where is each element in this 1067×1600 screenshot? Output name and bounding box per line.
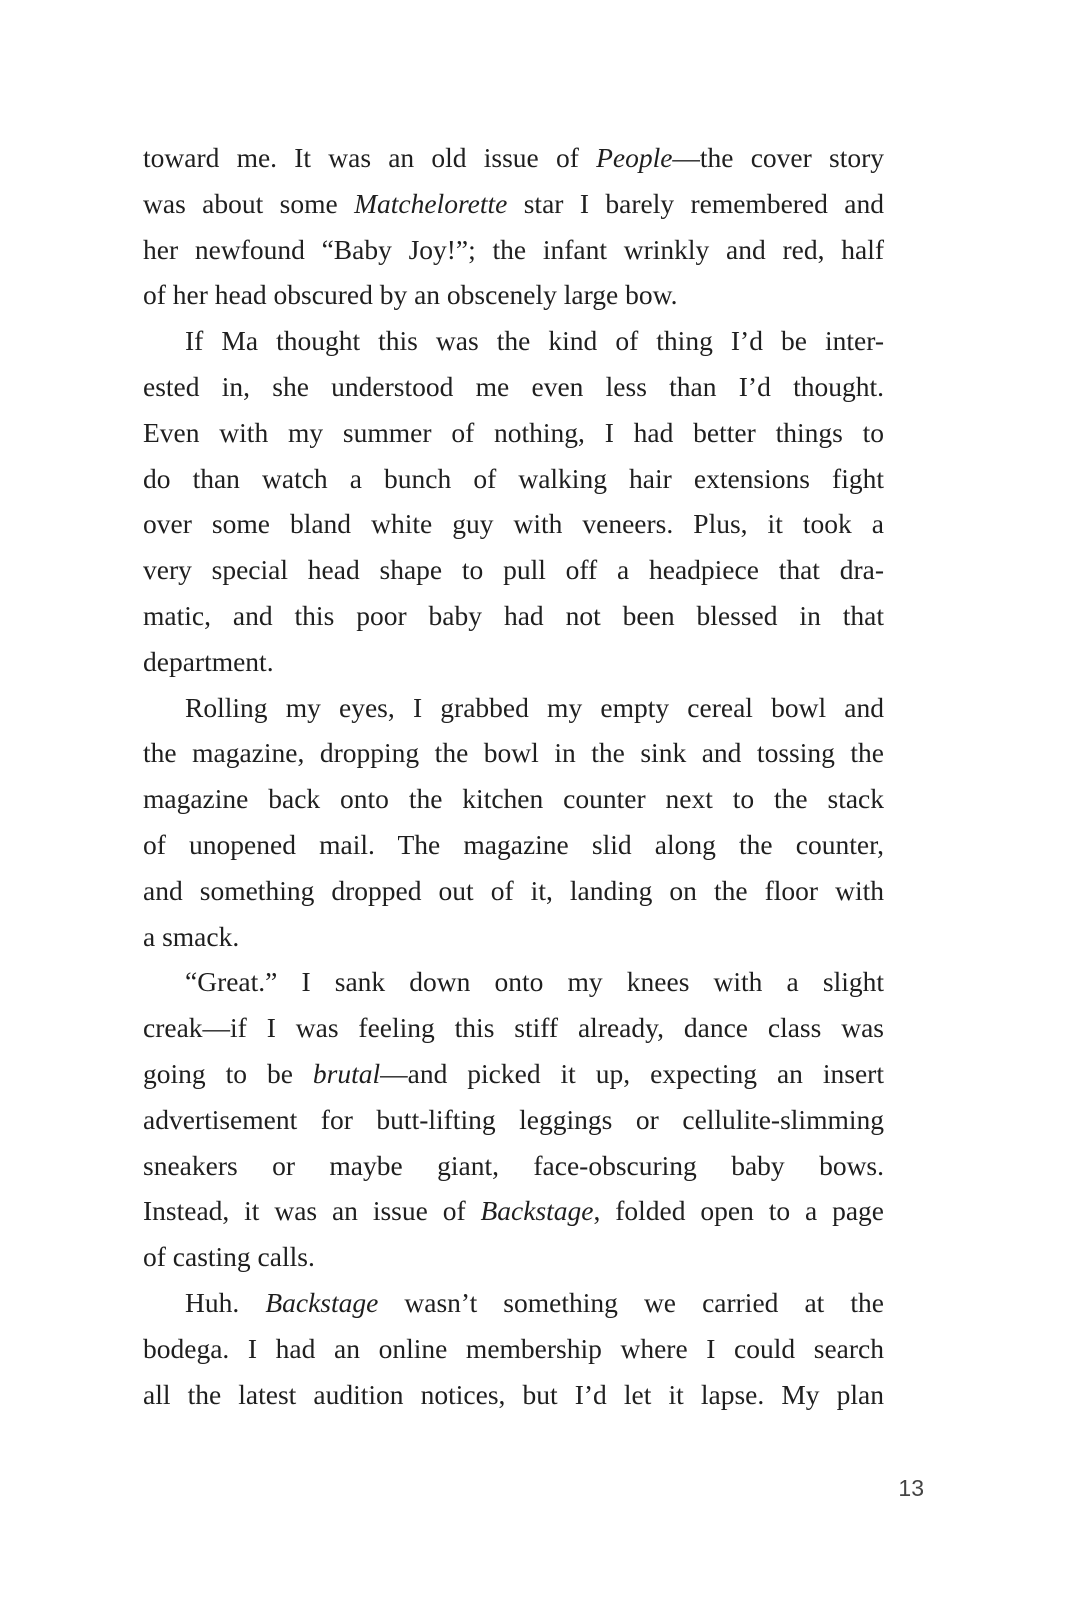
text-line: and something dropped out of it, landing on the floor with [143, 874, 884, 906]
text-line: magazine back onto the kitchen counter next to the stack [143, 783, 884, 815]
text-line: Rolling my eyes, I grabbed my empty cereal bowl and [185, 691, 884, 723]
text-line: Even with my summer of nothing, I had better things to [143, 416, 884, 448]
text-line: her newfound “Baby Joy!”; the infant wrinkly and red, half [143, 233, 884, 265]
text-line: Instead, it was an issue of Backstage, folded open to a page [143, 1195, 884, 1227]
text-line: going to be brutal—and picked it up, expecting an insert [143, 1057, 884, 1089]
text-line: the magazine, dropping the bowl in the sink and tossing the [143, 737, 884, 769]
text-line: ested in, she understood me even less than I’d thought. [143, 370, 884, 402]
text-line: of her head obscured by an obscenely large bow. [143, 279, 678, 311]
text-line: was about some Matchelorette star I barely remembered and [143, 187, 884, 219]
text-line: a smack. [143, 920, 240, 952]
text-line: department. [143, 645, 274, 677]
text-line: bodega. I had an online membership where I could search [143, 1332, 884, 1364]
paragraph [143, 959, 884, 1280]
text-line: do than watch a bunch of walking hair extensions fight [143, 462, 884, 494]
page-number: 13 [898, 1475, 924, 1501]
text-line: over some bland white guy with veneers. Plus, it took a [143, 508, 884, 540]
text-line: matic, and this poor baby had not been blessed in that [143, 599, 884, 631]
text-line: all the latest audition notices, but I’d let it lapse. My plan [143, 1378, 884, 1410]
paragraph [143, 318, 884, 684]
text-line: Huh. Backstage wasn’t something we carried at the [185, 1286, 884, 1318]
text-line: of unopened mail. The magazine slid along the counter, [143, 828, 884, 860]
body-text [143, 135, 884, 1417]
text-line: sneakers or maybe giant, face-obscuring baby bows. [143, 1149, 884, 1181]
text-line: toward me. It was an old issue of People—the cover story [143, 142, 884, 173]
text-line: If Ma thought this was the kind of thing I’d be inter- [185, 325, 884, 357]
paragraph [143, 1280, 884, 1417]
text-line: very special head shape to pull off a headpiece that dra- [143, 554, 884, 586]
text-line: advertisement for butt-lifting leggings or cellulite-slimming [143, 1103, 884, 1135]
paragraph [143, 135, 884, 318]
text-line: creak—if I was feeling this stiff already, dance class was [143, 1012, 884, 1044]
text-line: of casting calls. [143, 1241, 315, 1273]
paragraph [143, 685, 884, 960]
text-line: “Great.” I sank down onto my knees with a slight [185, 966, 884, 998]
